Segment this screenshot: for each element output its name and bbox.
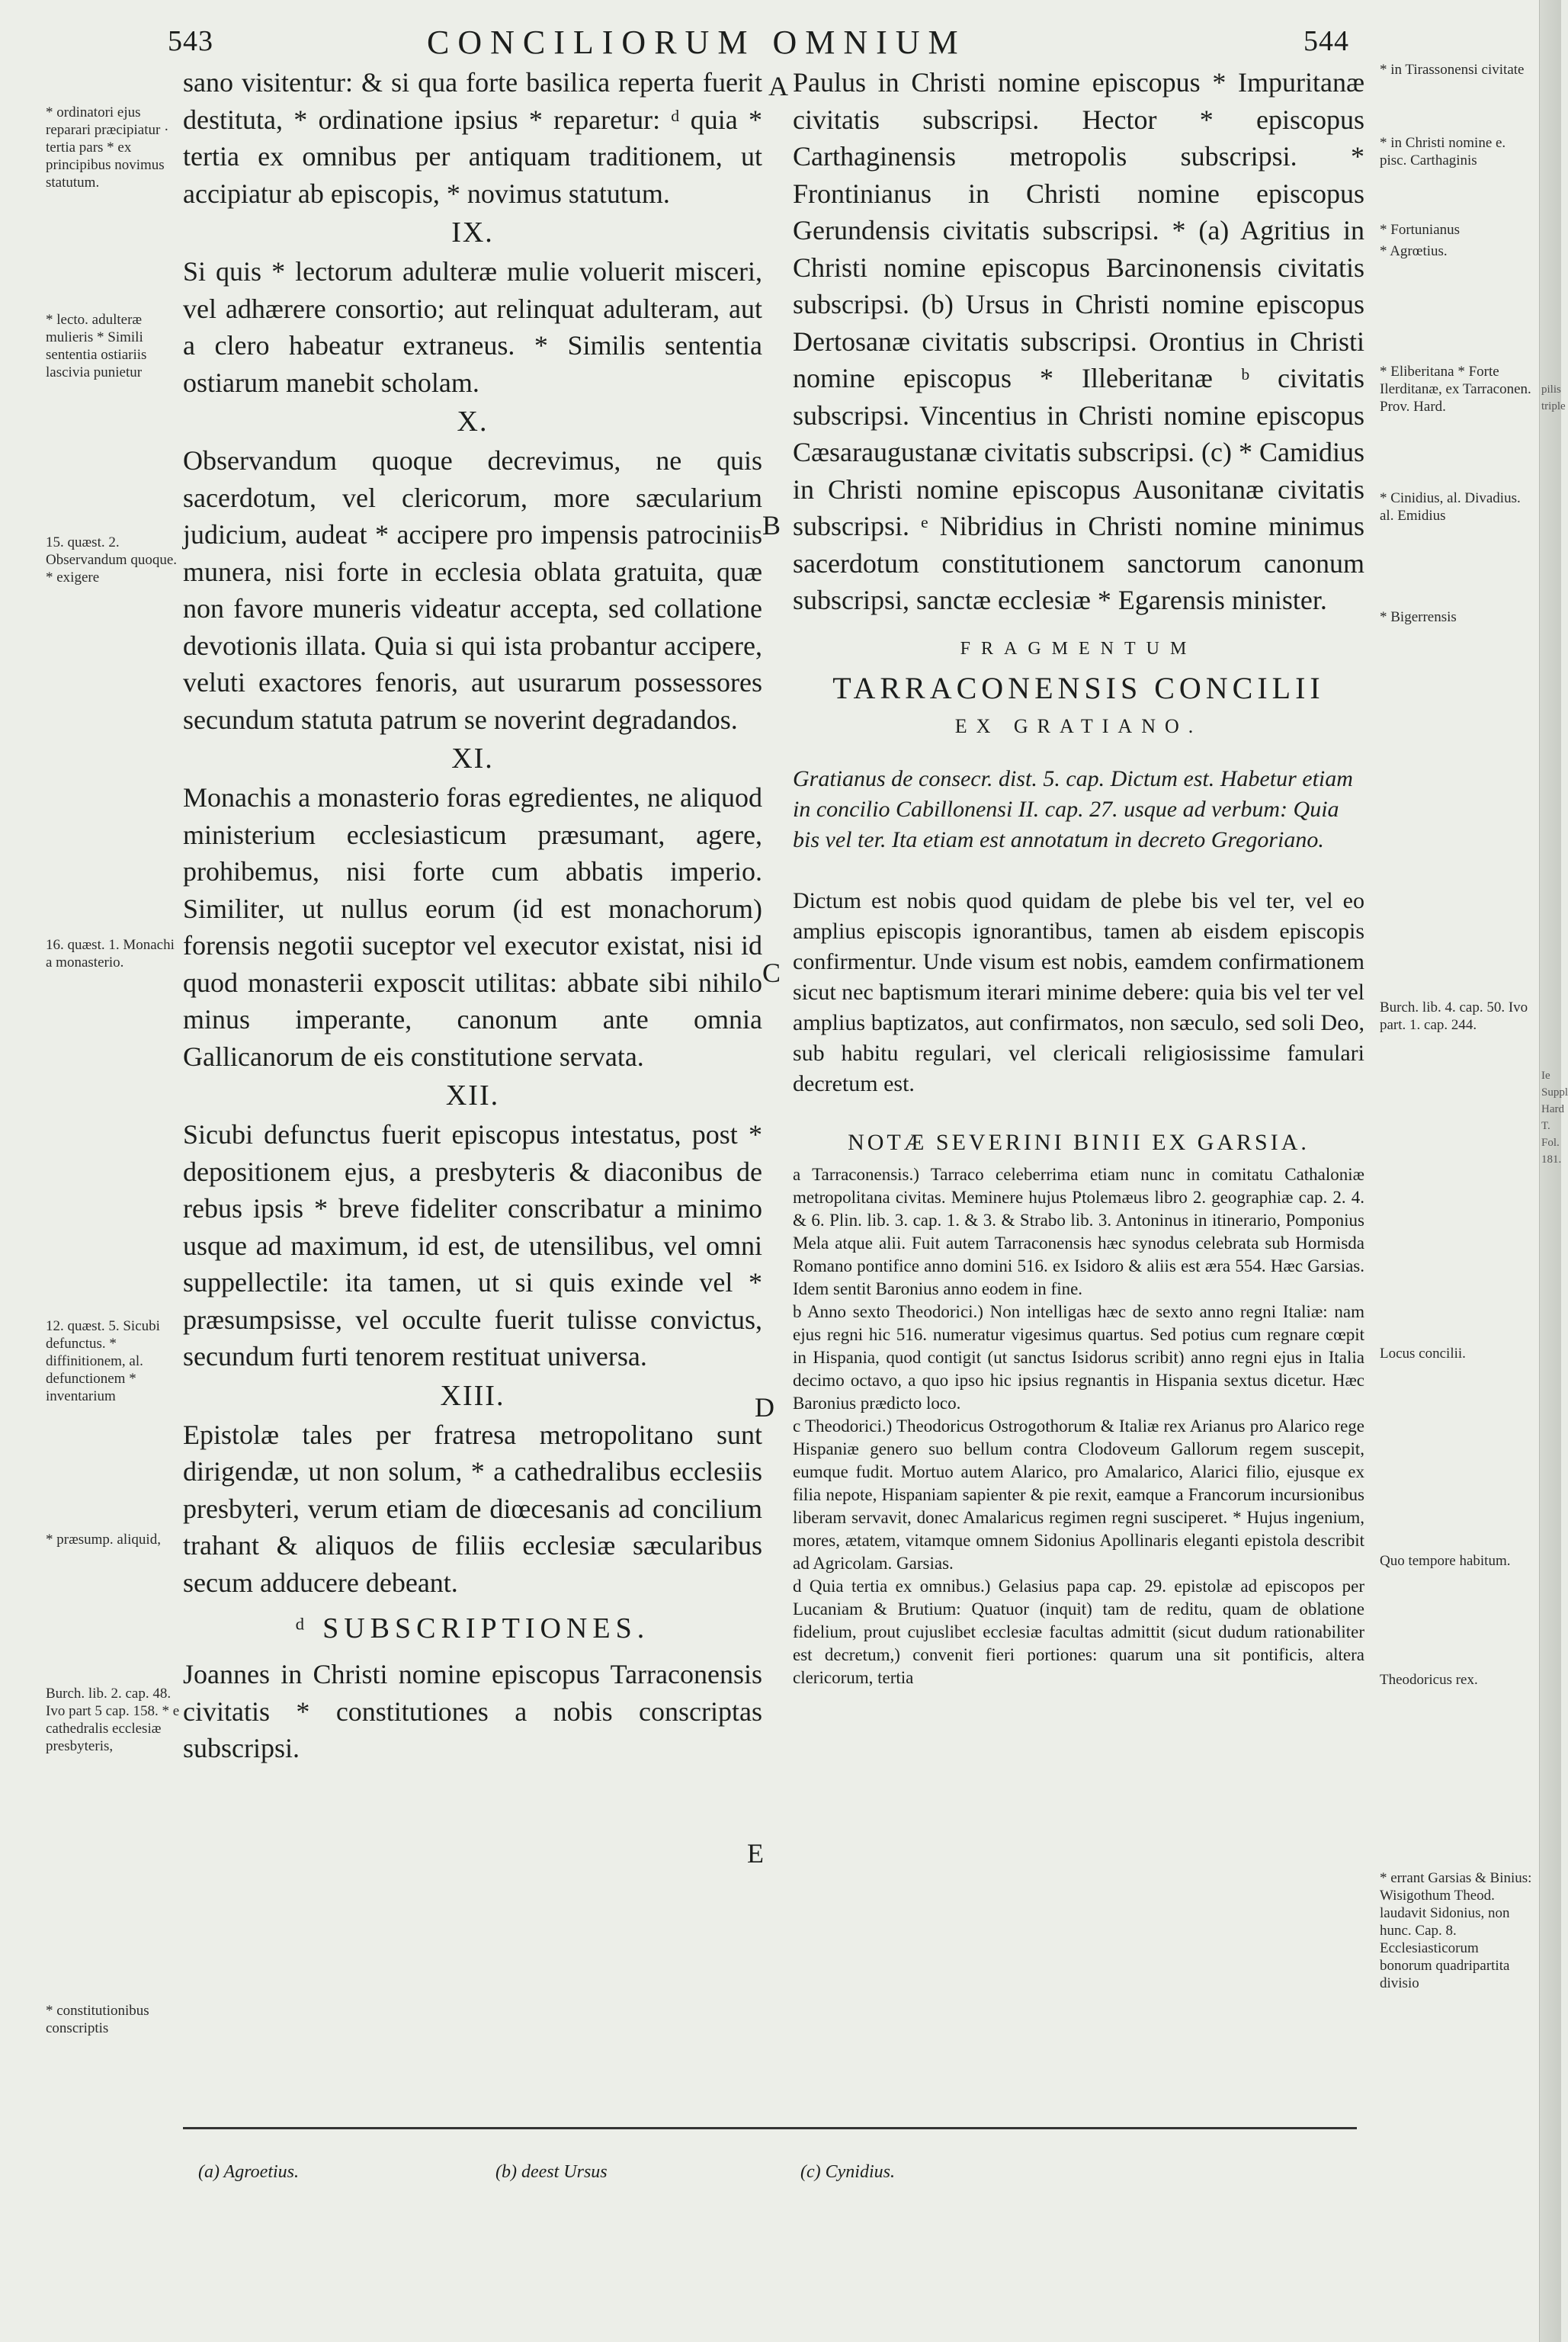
margin-note-left: * ordinatori ejus reparari præcipiatur · tertia pars * ex principibus novimus statutum. (46, 104, 169, 191)
right-column (793, 64, 1364, 1689)
canon-heading-9: IX. (451, 217, 494, 249)
footnotes (198, 2162, 1342, 2193)
running-title: CONCILIORUM OMNIUM (427, 24, 967, 61)
margin-note-right: * in Tirassonensi civitate (1380, 62, 1525, 78)
section-letter-a: A (768, 71, 788, 101)
canon-12-text: Sicubi defunctus fuerit episcopus intestatus, post * depositionem ejus, a presbyteris & diaconibus de rebus ipsis * breve fideliter conscribatur a minimo usque ad maximum, id est, de utensilibus, vel omni suppellectile: ita tamen, ut si quis exinde vel * præsumpsisse, vel occulte fuerit tulisse convictus, secundum furti tenorem restituat universa. (183, 1119, 762, 1372)
margin-note-left: * constitutionibus conscriptis (46, 2003, 149, 2036)
note-d: d Quia tertia ex omnibus.) Gelasius papa cap. 29. epistolæ ad episcopos per Lucaniam & Brutium: Quatuor (inquit) tam de reditu, quam de oblatione fidelium, prout cujuslibet ecclesiæ facultas admittit (sicut dudum rationabiliter est decretum,) convenit fieri portiones: quarum una sit pontificis, altera clericorum, tertia (793, 1576, 1364, 1687)
footnote-c: (c) Cynidius. (800, 2162, 895, 2182)
left-column (183, 64, 762, 1767)
footnote-rule (183, 2127, 1357, 2129)
section-letter-c: C (762, 958, 781, 988)
margin-note-right: * Fortunianus (1380, 222, 1461, 238)
margin-note-right: Quo tempore habitum. (1380, 1553, 1511, 1569)
subscriptions-heading: ᵈ SUBSCRIPTIONES. (295, 1612, 650, 1644)
margin-note-left: Burch. lib. 2. cap. 48. Ivo part 5 cap. 158. * e cathedralis ecclesiæ presbyteris, (46, 1686, 180, 1754)
gratian-source: Gratianus de consecr. dist. 5. cap. Dictum est. Habetur etiam in concilio Cabillonensi II. cap. 27. usque ad verbum: Quia bis vel ter. Ita etiam est annotatum in decreto Gregoriano. (793, 765, 1353, 852)
canon-10-text: Observandum quoque decrevimus, ne quis sacerdotum, vel clericorum, more sæcularium judicium, audeat * accipere pro impensis patrociniis munera, nisi forte in ecclesia oblata gratuita, quæ non favore muneris videatur accepta, sed collatione devotionis illata. Quia si qui ista probantur accipere, veluti exactores fenoris, aut usurarum possessores secundum statuta patrum se noverint degradandos. (183, 445, 762, 735)
margin-note-right: * Bigerrensis (1380, 609, 1457, 625)
canon-9-text: Si quis * lectorum adulteræ mulie voluerit misceri, vel adhærere consortio; aut relinquat adulteram, aut a clero habeatur extraneus. * Similis sententia ostiarum manebit scholam. (183, 256, 762, 398)
fragment-subtitle: EX GRATIANO. (954, 714, 1203, 737)
margin-note-right: * in Christi nomine e. pisc. Carthaginis (1380, 135, 1506, 168)
canon-13-text: Epistolæ tales per fratresa metropolitano sunt dirigendæ, ut non solum, * a cathedralibus ecclesiis presbyteri, verum etiam de diœcesanis ad concilium trahant & aliquos de filiis ecclesiæ sæcularibus secum adducere debeant. (183, 1419, 762, 1598)
margin-note-left: 15. quæst. 2. Observandum quoque. * exigere (46, 534, 178, 586)
subscription-joannes: Joannes in Christi nomine episcopus Tarraconensis civitatis * constitutiones a nobis conscriptas subscripsi. (183, 1659, 762, 1763)
canon-heading-11: XI. (451, 743, 494, 775)
strip-note: pilis triple (1541, 383, 1566, 412)
canon-heading-13: XIII. (440, 1379, 505, 1412)
fragment-title: TARRACONENSIS CONCILII (832, 670, 1325, 705)
margin-note-left: 16. quæst. 1. Monachi a monasterio. (46, 937, 175, 970)
margin-note-right: * errant Garsias & Binius: Wisigothum Theod. laudavit Sidonius, non hunc. Cap. 8. Ecclesiasticorum bonorum quadripartita divisio (1380, 1870, 1532, 1991)
margin-note-right: * Agrœtius. (1380, 243, 1448, 259)
page-number-left: 543 (168, 25, 213, 57)
page-number-right: 544 (1303, 25, 1349, 57)
note-a: a Tarraconensis.) Tarraco celeberrima etiam nunc in comitatu Cathaloniæ metropolitana civitas. Meminere hujus Ptolemæus libro 2. geographiæ cap. 2. 4. & 6. Plin. lib. 3. cap. 1. & 3. & Strabo lib. 3. Antoninus in itinerario, Pomponius Mela atque alii. Fuit autem Tarraconensis hæc synodus celebrata sub Hormisda Romano pontifice anno domini 516. ex Isidoro & aliis est æra 554. Hæc Garsias. Idem sentit Baronius anno eodem in fine. (793, 1164, 1364, 1298)
section-letter-d: D (755, 1392, 774, 1423)
canon-heading-12: XII. (445, 1080, 500, 1112)
notes-title: NOTÆ SEVERINI BINII EX GARSIA. (848, 1129, 1310, 1155)
margin-note-right: * Eliberitana * Forte Ilerditanæ, ex Tarraconen. Prov. Hard. (1380, 364, 1531, 415)
canon-11-text: Monachis a monasterio foras egredientes, ne aliquod ministerium ecclesiasticum præsumant, agere, prohibemus, nisi forte cum abbatis imperio. Similiter, ut nullus eorum (id est monachorum) forensis negotii suceptor vel executor existat, nisi id quod monasterii exposcit utilitas: abbate sibi nihilo minus imperante, canonum ante omnia Gallicanorum de eis constitutione servata. (183, 782, 762, 1072)
margin-note-right: Locus concilii. (1380, 1346, 1466, 1362)
intro-paragraph: sano visitentur: & si qua forte basilica reperta fuerit destituta, * ordinatione ipsius * reparetur: ᵈ quia * tertia ex omnibus per antiquam traditionem, ut accipiatur ab episcopis, * novimus statutum. (183, 67, 762, 209)
margin-note-left: 12. quæst. 5. Sicubi defunctus. * diffinitionem, al. defunctionem * inventarium (46, 1318, 160, 1404)
note-c: c Theodorici.) Theodoricus Ostrogothorum & Italiæ rex Arianus pro Alarico rege Hispaniæ genero suo bellum contra Clodoveum Gallorum regem suscepit, eumque fudit. Mortuo autem Alarico, pro Amalarico, Alarici filio, ejusque ex filia nepote, Hispaniam sapienter & pie rexit, eamque a Francorum incursionibus liberam servavit, donec Amalaricus regimen regni susciperet. * Hujus ingenium, mores, ætatem, vitamque omnem Sidonius Apollinaris eleganti epistola describit ad Agricolam. Garsias. (793, 1416, 1364, 1573)
strip-note: Ie Suppl Hard T. Fol. 181. (1541, 1070, 1568, 1166)
note-b: b Anno sexto Theodorici.) Non intelligas hæc de sexto anno regni Italiæ: nam ejus regni hic 516. numeratur vigesimus quartus. Sed potius cum regnare cœpit in Hispania, quod contigit (ut sanctus Isidorus scribit) anno regni ejus in Italia decimo octavo, a quo ipso hic ipsius regnantis in Hispania sextus dicetur. Hæc Baronius prædicto loco. (793, 1301, 1364, 1413)
dictum-paragraph: Dictum est nobis quod quidam de plebe bis vel ter, vel eo amplius episcopis ignorantibus, tamen ab eisdem episcopis confirmentur. Unde visum est nobis, eamdem confirmationem sicut nec baptismum iterari minime debere: quia bis vel ter vel amplius baptizatos, aut confirmatos, non sæculo, sed soli Deo, sub habitu regulari, vel clericali religiosissime famulari decretum est. (793, 887, 1364, 1096)
margin-note-left: * præsump. aliquid, (46, 1532, 161, 1548)
fragment-label: FRAGMENTUM (960, 638, 1198, 659)
margin-note-right: * Cinidius, al. Divadius. al. Emidius (1380, 490, 1521, 524)
margin-note-right: Theodoricus rex. (1380, 1672, 1478, 1688)
canon-heading-10: X. (457, 406, 489, 438)
margin-note-left: * lecto. adulteræ mulieris * Simili sententia ostiariis lascivia punietur (46, 312, 147, 380)
subscriptions-list: Paulus in Christi nomine episcopus * Impuritanæ civitatis subscripsi. Hector * episcopus Carthaginensis metropolis subscripsi. * Frontinianus in Christi nomine episcopus Gerundensis civitatis subscripsi. * (a) Agritius in Christi nomine episcopus Barcinonensis civitatis subscripsi. (b) Ursus in Christi nomine episcopus Dertosanæ civitatis subscripsi. Orontius in Christi nomine episcopus * Illeberitanæ ᵇ civitatis subscripsi. Vincentius in Christi nomine episcopus Cæsaraugustanæ civitatis subscripsi. (c) * Camidius in Christi nomine episcopus Ausonitanæ civitatis subscripsi. ᵉ Nibridius in Christi nomine minimus sacerdotum constitutionem sanctorum canonum subscripsi, sanctæ ecclesiæ * Egarensis minister. (793, 67, 1364, 615)
footnote-b: (b) deest Ursus (495, 2162, 608, 2182)
footnote-a: (a) Agroetius. (198, 2162, 299, 2182)
next-page-edge (1539, 0, 1568, 2342)
margin-note-right: Burch. lib. 4. cap. 50. Ivo part. 1. cap. 244. (1380, 999, 1528, 1033)
section-letter-e: E (747, 1838, 764, 1869)
section-letter-b: B (762, 510, 781, 541)
